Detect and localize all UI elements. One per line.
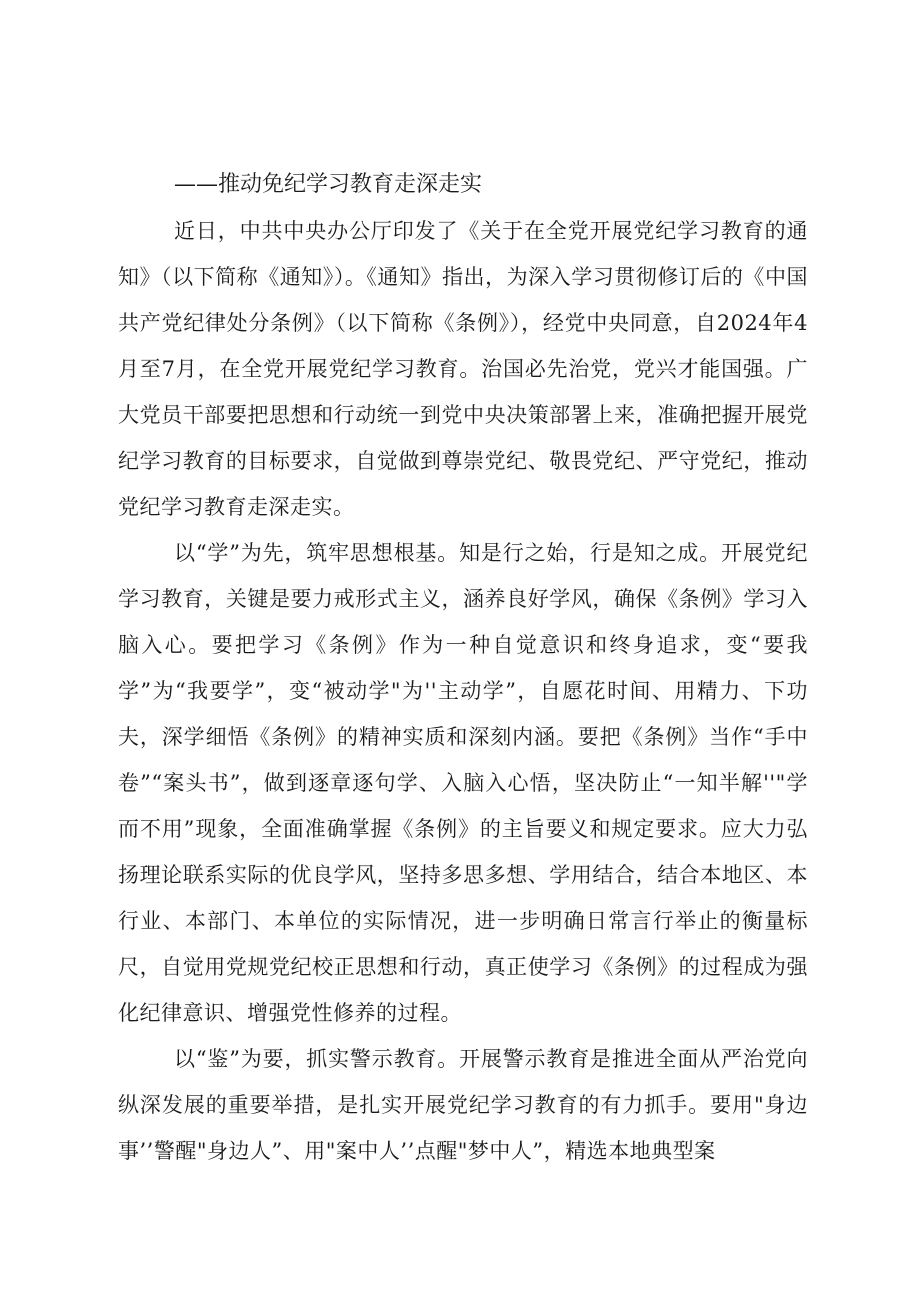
paragraph-warning-education: 以“鉴”为要，抓实警示教育。开展警示教育是推进全面从严治党向纵深发展的重要举措，是扎实开展党纪学习教育的有力抓手。要用"身边事’’警醒"身边人”、用"案中人’’点醒"梦中人”，精选本地典型案: [118, 1047, 808, 1163]
document-body: [118, 162, 808, 1174]
paragraph-intro: 近日，中共中央办公厅印发了《关于在全党开展党纪学习教育的通知》（以下简称《通知》）。《通知》指出，为深入学习贯彻修订后的《中国共产党纪律处分条例》（以下简称《条例》），经党中央同意，自2024年4月至7月，在全党开展党纪学习教育。治国必先治党，党兴才能国强。广大党员干部要把思想和行动统一到党中央决策部署上来，准确把握开展党纪学习教育的目标要求，自觉做到尊崇党纪、敬畏党纪、严守党纪，推动党纪学习教育走深走实。: [118, 219, 808, 519]
document-subtitle: ——推动免纪学习教育走深走实: [174, 172, 483, 197]
paragraph-study: 以“学”为先，筑牢思想根基。知是行之始，行是知之成。开展党纪学习教育，关键是要力戒形式主义，涵养良好学风，确保《条例》学习入脑入心。要把学习《条例》作为一种自觉意识和终身追求，变“要我学”为“我要学”，变“被动学"为''主动学”，自愿花时间、用精力、下功夫，深学细悟《条例》的精神实质和深刻内涵。要把《条例》当作“手中卷”“案头书”，做到逐章逐句学、入脑入心悟，坚决防止“一知半解''"学而不用”现象，全面准确掌握《条例》的主旨要义和规定要求。应大力弘扬理论联系实际的优良学风，坚持多思多想、学用结合，结合本地区、本行业、本部门、本单位的实际情况，进一步明确日常言行举止的衡量标尺，自觉用党规党纪校正思想和行动，真正使学习《条例》的过程成为强化纪律意识、增强党性修养的过程。: [118, 541, 808, 1025]
